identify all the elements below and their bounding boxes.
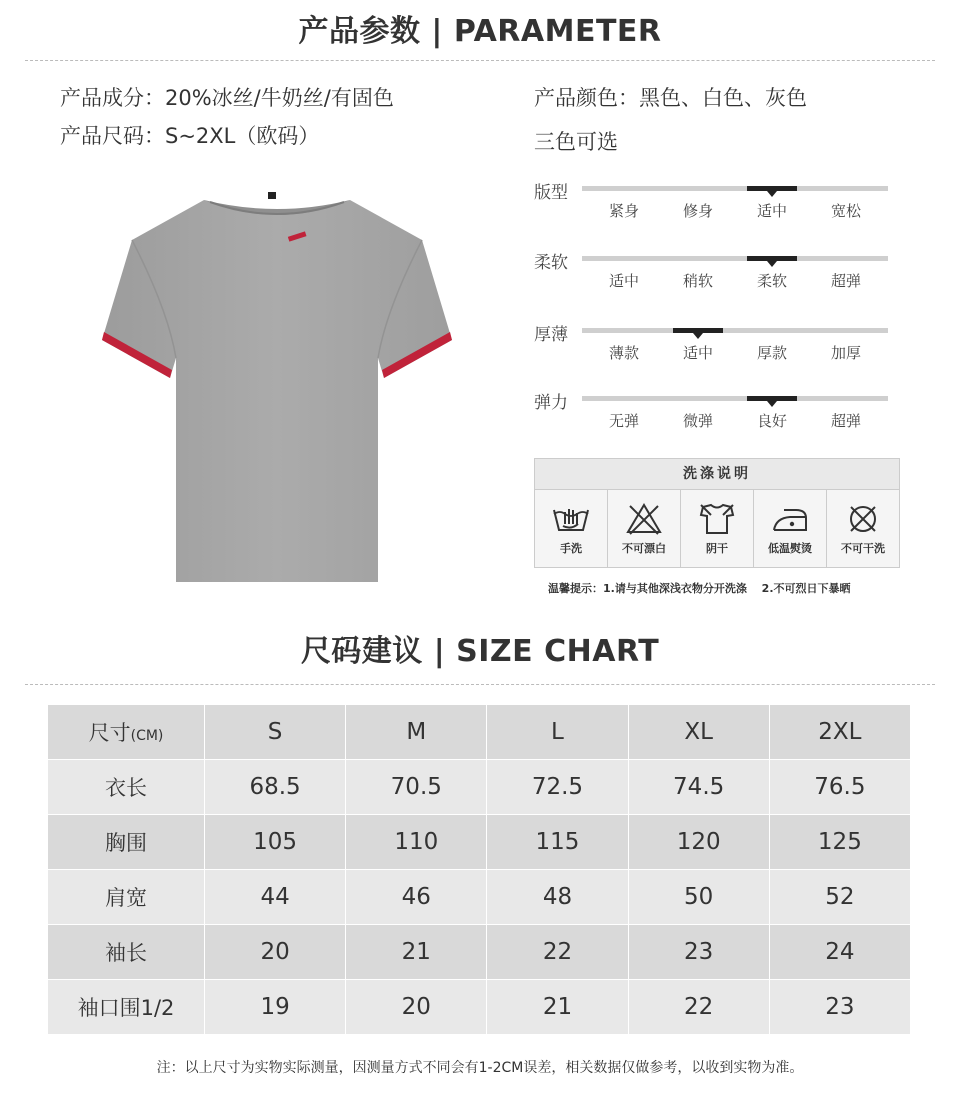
hand-wash-icon: [551, 502, 591, 536]
scale-option: 无弹: [608, 412, 639, 430]
colors-text: 产品颜色：黑色、白色、灰色: [534, 86, 807, 110]
table-header-cell: S: [205, 705, 346, 760]
scale-indicator: [673, 328, 723, 333]
table-row: [48, 980, 911, 1035]
table-row: [48, 870, 911, 925]
scale-option: 紧身: [608, 202, 639, 220]
table-header-cell: XL: [628, 705, 769, 760]
table-cell: 21: [487, 980, 628, 1035]
table-cell: 44: [205, 870, 346, 925]
table-cell: 23: [769, 980, 910, 1035]
table-header-cell: M: [346, 705, 487, 760]
table-cell: 24: [769, 925, 910, 980]
scale-bar: [582, 256, 888, 261]
care-note: 温馨提示：1.请与其他深浅衣物分开洗涤 2.不可烈日下暴晒: [548, 582, 851, 595]
table-row-label: 胸围: [48, 815, 205, 870]
table-cell: 72.5: [487, 760, 628, 815]
scale-label: 弹力: [534, 393, 568, 413]
low-iron-icon: [770, 502, 810, 536]
scale-option: 良好: [756, 412, 787, 430]
no-bleach-icon: [624, 502, 664, 536]
header-label: 尺寸: [88, 721, 131, 745]
table-cell: 125: [769, 815, 910, 870]
care-label-hand-wash: 手洗: [560, 542, 582, 555]
care-label-low-iron: 低温熨烫: [768, 542, 812, 555]
table-cell: 46: [346, 870, 487, 925]
product-tshirt-image: [92, 190, 462, 590]
size-chart-table: [47, 704, 911, 1035]
scale-label: 柔软: [534, 253, 568, 273]
table-cell: 110: [346, 815, 487, 870]
table-cell: 22: [628, 980, 769, 1035]
scale-option: 厚款: [756, 344, 787, 362]
table-cell: 21: [346, 925, 487, 980]
table-cell: 76.5: [769, 760, 910, 815]
table-row-label: 袖口围1/2: [48, 980, 205, 1035]
care-title: 洗涤说明: [535, 459, 899, 490]
scale-bar: [582, 396, 888, 401]
care-item-no-bleach: [608, 490, 681, 567]
divider: [25, 60, 935, 61]
table-row-label: 衣长: [48, 760, 205, 815]
table-cell: 23: [628, 925, 769, 980]
table-row: [48, 925, 911, 980]
scale-option: 适中: [756, 202, 787, 220]
table-cell: 20: [346, 980, 487, 1035]
scale-option: 修身: [682, 202, 713, 220]
scale-indicator: [747, 256, 797, 261]
scale-option: 适中: [682, 344, 713, 362]
table-row-label: 袖长: [48, 925, 205, 980]
header-unit: (CM): [130, 728, 164, 744]
care-item-shade-dry: [681, 490, 754, 567]
no-dry-clean-icon: [843, 502, 883, 536]
table-header-cell: 2XL: [769, 705, 910, 760]
table-cell: 105: [205, 815, 346, 870]
parameter-title: 产品参数 | PARAMETER: [298, 14, 662, 49]
scale-option: 超弹: [830, 272, 861, 290]
table-cell: 19: [205, 980, 346, 1035]
table-cell: 68.5: [205, 760, 346, 815]
table-cell: 20: [205, 925, 346, 980]
table-cell: 74.5: [628, 760, 769, 815]
table-cell: 120: [628, 815, 769, 870]
table-cell: 70.5: [346, 760, 487, 815]
care-item-no-dry-clean: [827, 490, 899, 567]
scale-option: 微弹: [682, 412, 713, 430]
care-item-low-iron: [754, 490, 827, 567]
table-cell: 115: [487, 815, 628, 870]
table-header-cell: [48, 705, 205, 760]
care-instructions: [534, 458, 900, 568]
scale-option: 适中: [608, 272, 639, 290]
care-label-no-bleach: 不可漂白: [622, 542, 666, 555]
table-cell: 22: [487, 925, 628, 980]
size-chart-footnote: 注：以上尺寸为实物实际测量，因测量方式不同会有1-2CM误差，相关数据仅做参考，以收到实物为准。: [156, 1060, 804, 1076]
care-label-no-dry-clean: 不可干洗: [841, 542, 885, 555]
table-header-cell: L: [487, 705, 628, 760]
care-item-hand-wash: [535, 490, 608, 567]
table-row-label: 肩宽: [48, 870, 205, 925]
colors-note-text: 三色可选: [534, 130, 618, 154]
size-chart-title: 尺码建议 | SIZE CHART: [300, 634, 660, 669]
scale-option: 稍软: [682, 272, 713, 290]
table-cell: 52: [769, 870, 910, 925]
scale-option: 柔软: [756, 272, 787, 290]
scale-option: 加厚: [830, 344, 861, 362]
shade-dry-icon: [697, 502, 737, 536]
table-header-row: [48, 705, 911, 760]
scale-label: 版型: [534, 183, 568, 203]
composition-text: 产品成分：20%冰丝/牛奶丝/有固色: [60, 86, 394, 110]
scale-option: 薄款: [608, 344, 639, 362]
table-row: [48, 760, 911, 815]
scale-indicator: [747, 186, 797, 191]
scale-bar: [582, 186, 888, 191]
table-cell: 50: [628, 870, 769, 925]
care-label-shade-dry: 阴干: [706, 542, 728, 555]
divider: [25, 684, 935, 685]
scale-label: 厚薄: [534, 325, 568, 345]
size-range-text: 产品尺码：S~2XL（欧码）: [60, 124, 320, 148]
table-cell: 48: [487, 870, 628, 925]
scale-option: 宽松: [830, 202, 861, 220]
scale-option: 超弹: [830, 412, 861, 430]
table-row: [48, 815, 911, 870]
scale-bar: [582, 328, 888, 333]
scale-indicator: [747, 396, 797, 401]
